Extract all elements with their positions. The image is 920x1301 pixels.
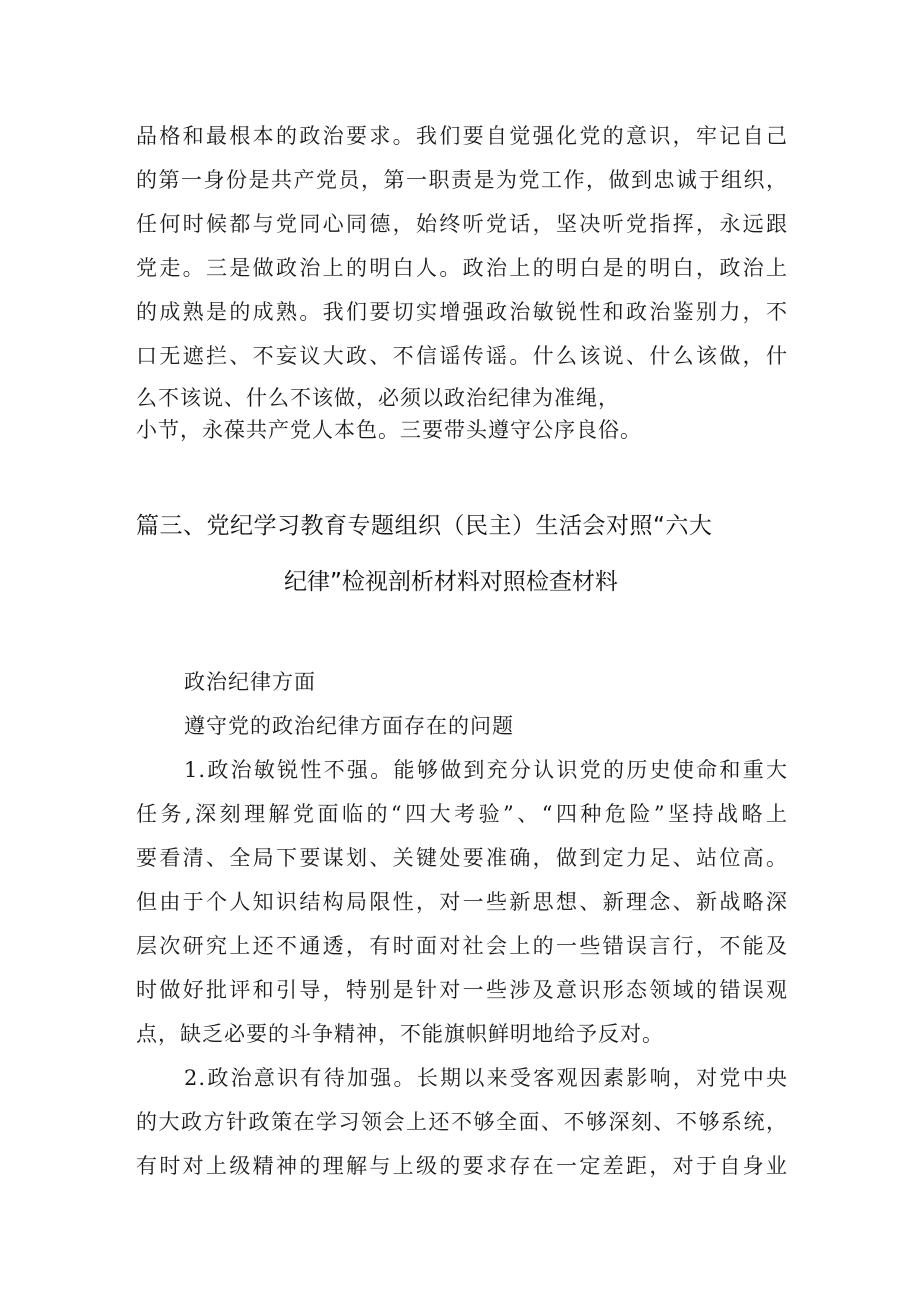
list-item-first-line: 2.政治意识有待加强。长期以来受客观因素影响，对党中央 — [184, 1066, 788, 1090]
paragraph-line: 但由于个人知识结构局限性，对一些新思想、新理念、新战略深 — [136, 890, 788, 914]
paragraph-line: 层次研究上还不通透，有时面对社会上的一些错误言行，不能及 — [136, 934, 788, 958]
paragraph-line: 任务,深刻理解党面临的“四大考验”、“四种危险”坚持战略上 — [136, 802, 788, 826]
subsection-title: 遵守党的政治纪律方面存在的问题 — [184, 714, 514, 738]
document-heading-line1: 篇三、党纪学习教育专题组织（民主）生活会对照“六大 — [136, 513, 713, 539]
paragraph-line: 么不该说、什么不该做，必须以政治纪律为准绳， — [136, 386, 620, 410]
paragraph-line: 要看清、全局下要谋划、关键处要准确，做到定力足、站位高。 — [136, 846, 788, 870]
paragraph-line: 党走。三是做政治上的明白人。政治上的明白是的明白，政治上 — [136, 256, 788, 280]
paragraph-line: 口无遮拦、不妄议大政、不信谣传谣。什么该说、什么该做，什 — [136, 344, 788, 368]
paragraph-line: 品格和最根本的政治要求。我们要自觉强化党的意识，牢记自己 — [136, 124, 788, 148]
paragraph-line: 任何时候都与党同心同德，始终听党话，坚决听党指挥，永远跟 — [136, 212, 788, 236]
document-heading-line2: 纪律”检视剖析材料对照检查材料 — [284, 569, 618, 595]
paragraph-line: 有时对上级精神的理解与上级的要求存在一定差距，对于自身业 — [136, 1154, 788, 1178]
paragraph-line: 点，缺乏必要的斗争精神，不能旗帜鲜明地给予反对。 — [136, 1022, 664, 1046]
paragraph-line: 的第一身份是共产党员，第一职责是为党工作，做到忠诚于组织， — [136, 168, 788, 192]
paragraph-line: 小节，永葆共产党人本色。三要带头遵守公序良俗。 — [136, 418, 642, 442]
list-item-first-line: 1.政治敏锐性不强。能够做到充分认识党的历史使命和重大 — [184, 758, 788, 782]
paragraph-line: 时做好批评和引导，特别是针对一些涉及意识形态领域的错误观 — [136, 978, 788, 1002]
section-title: 政治纪律方面 — [184, 670, 316, 694]
paragraph-line: 的成熟是的成熟。我们要切实增强政治敏锐性和政治鉴别力，不 — [136, 300, 788, 324]
paragraph-line: 的大政方针政策在学习领会上还不够全面、不够深刻、不够系统， — [136, 1110, 788, 1134]
